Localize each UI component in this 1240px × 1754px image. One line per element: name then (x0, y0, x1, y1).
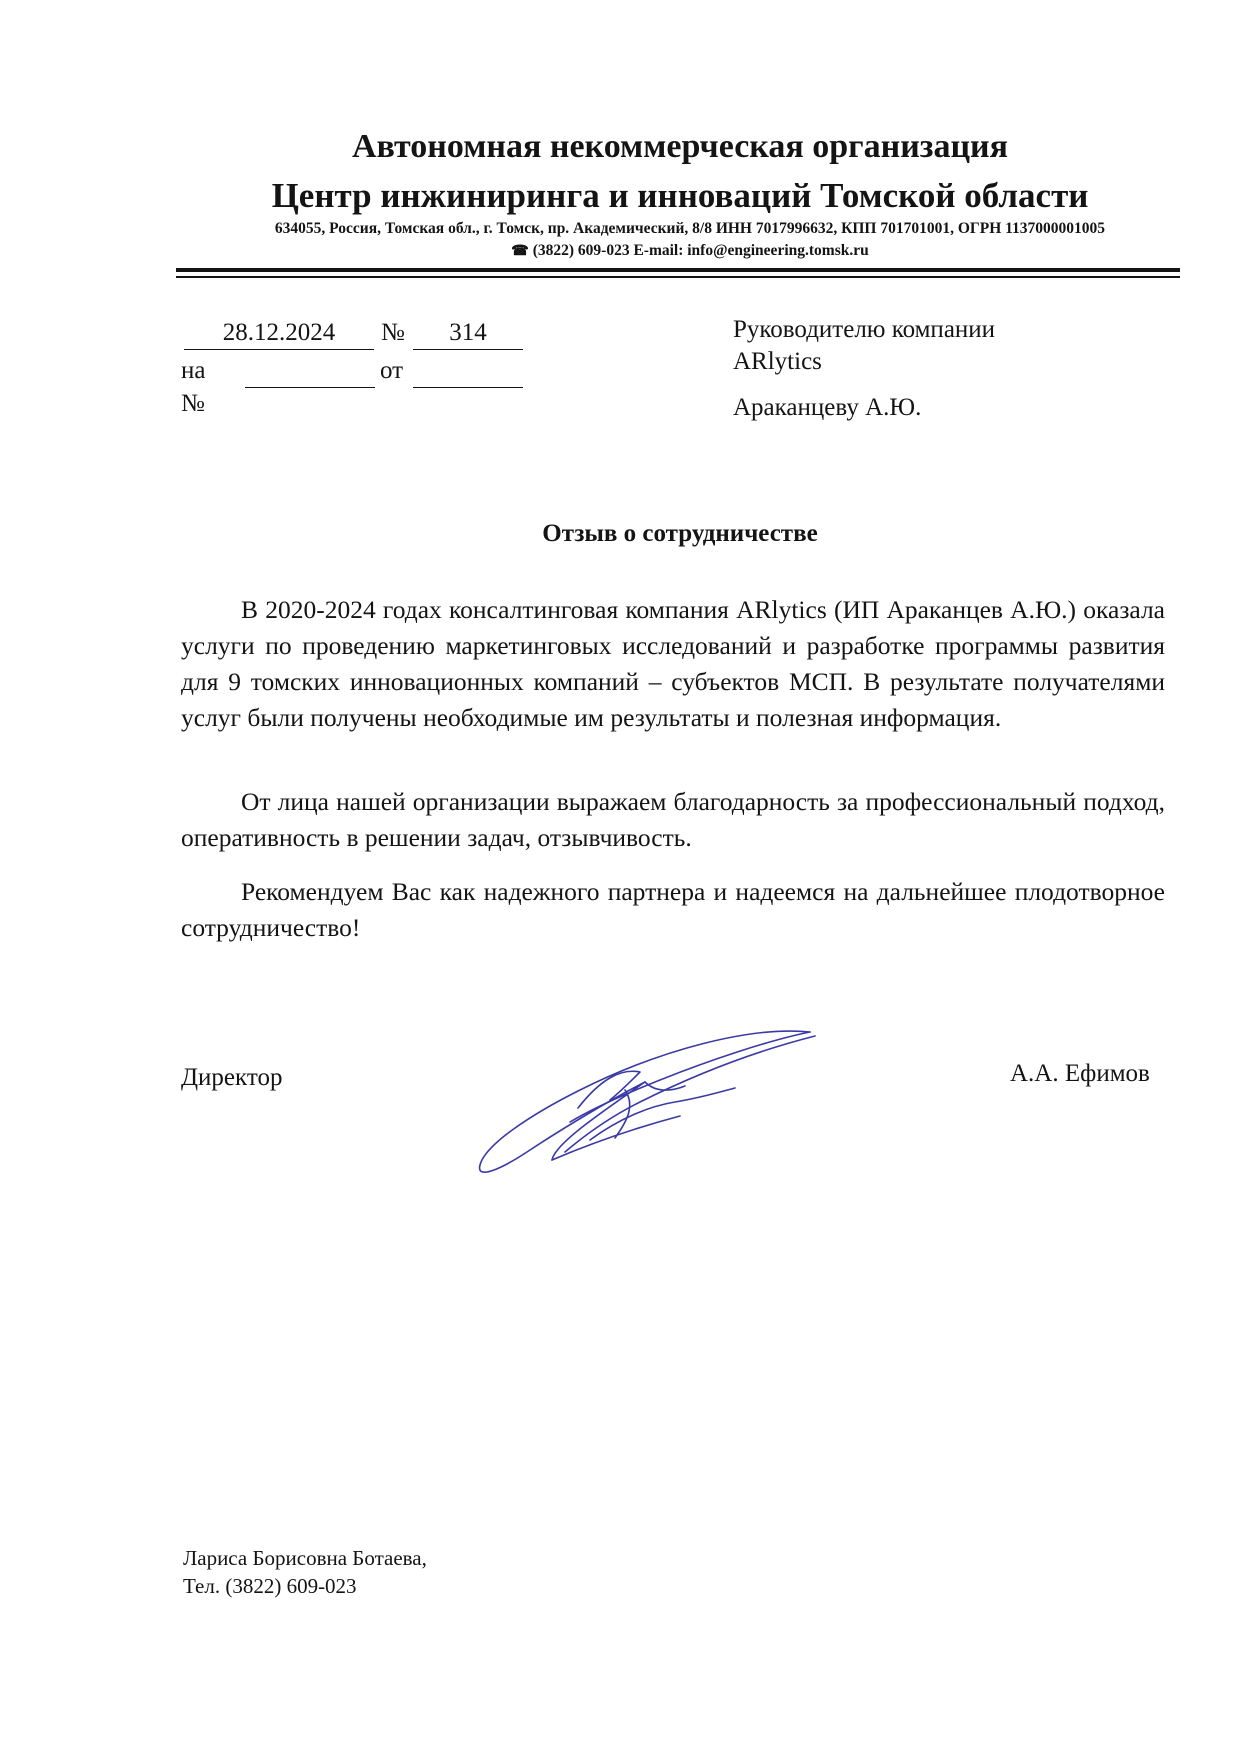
letter-title: Отзыв о сотрудничестве (542, 520, 818, 547)
body-paragraph-2: От лица нашей организации выражаем благодарность за профессиональный подход, оперативность в решении задач, отзывчивость. (181, 787, 1165, 852)
reg-number-label: № (381, 319, 405, 346)
phone-icon: ☎ (511, 244, 529, 259)
reg-number: 314 (413, 316, 523, 350)
reg-date: 28.12.2024 (184, 316, 374, 350)
addressee-line1: Руководителю компании (733, 316, 996, 343)
addressee-line2: ARlytics (733, 348, 822, 375)
executor-phone: Тел. (3822) 609-023 (183, 1574, 357, 1598)
header-rule-thin (176, 276, 1180, 278)
handwritten-signature (470, 1020, 830, 1190)
org-name: Центр инжиниринга и инноваций Томской области (271, 176, 1089, 215)
org-type: Автономная некоммерческая организация (351, 128, 1009, 165)
body-paragraph-1: В 2020-2024 годах консалтинговая компания ARlytics (ИП Араканцев А.Ю.) оказала услуги по проведению маркетинговых исследований и разработке программы развития для 9 томских инновационных компаний – субъектов МСП. В результате получателями услуг были получены необходимые им результаты и полезная информация. (181, 595, 1165, 732)
org-contacts (160, 242, 1220, 260)
ref-date (413, 354, 523, 388)
ref-number-label: на № (181, 357, 206, 417)
signer-name: А.А. Ефимов (1010, 1060, 1150, 1087)
body-paragraph-3: Рекомендуем Вас как надежного партнера и надеемся на дальнейшее плодотворное сотрудничество! (181, 877, 1165, 942)
org-requisites: 634055, Россия, Томская обл., г. Томск, пр. Академический, 8/8 ИНН 7017996632, КПП 701701001, ОГРН 1137000001005 (274, 220, 1106, 237)
ref-date-label: от (380, 357, 404, 384)
executor-name: Лариса Борисовна Ботаева, (183, 1546, 427, 1570)
org-contacts-text: (3822) 609-023 E-mail: info@engineering.tomsk.ru (532, 242, 869, 259)
header-rule-thick (176, 268, 1180, 272)
addressee-line3: Араканцеву А.Ю. (733, 394, 922, 421)
ref-number (245, 354, 375, 388)
signer-position: Директор (181, 1064, 283, 1091)
